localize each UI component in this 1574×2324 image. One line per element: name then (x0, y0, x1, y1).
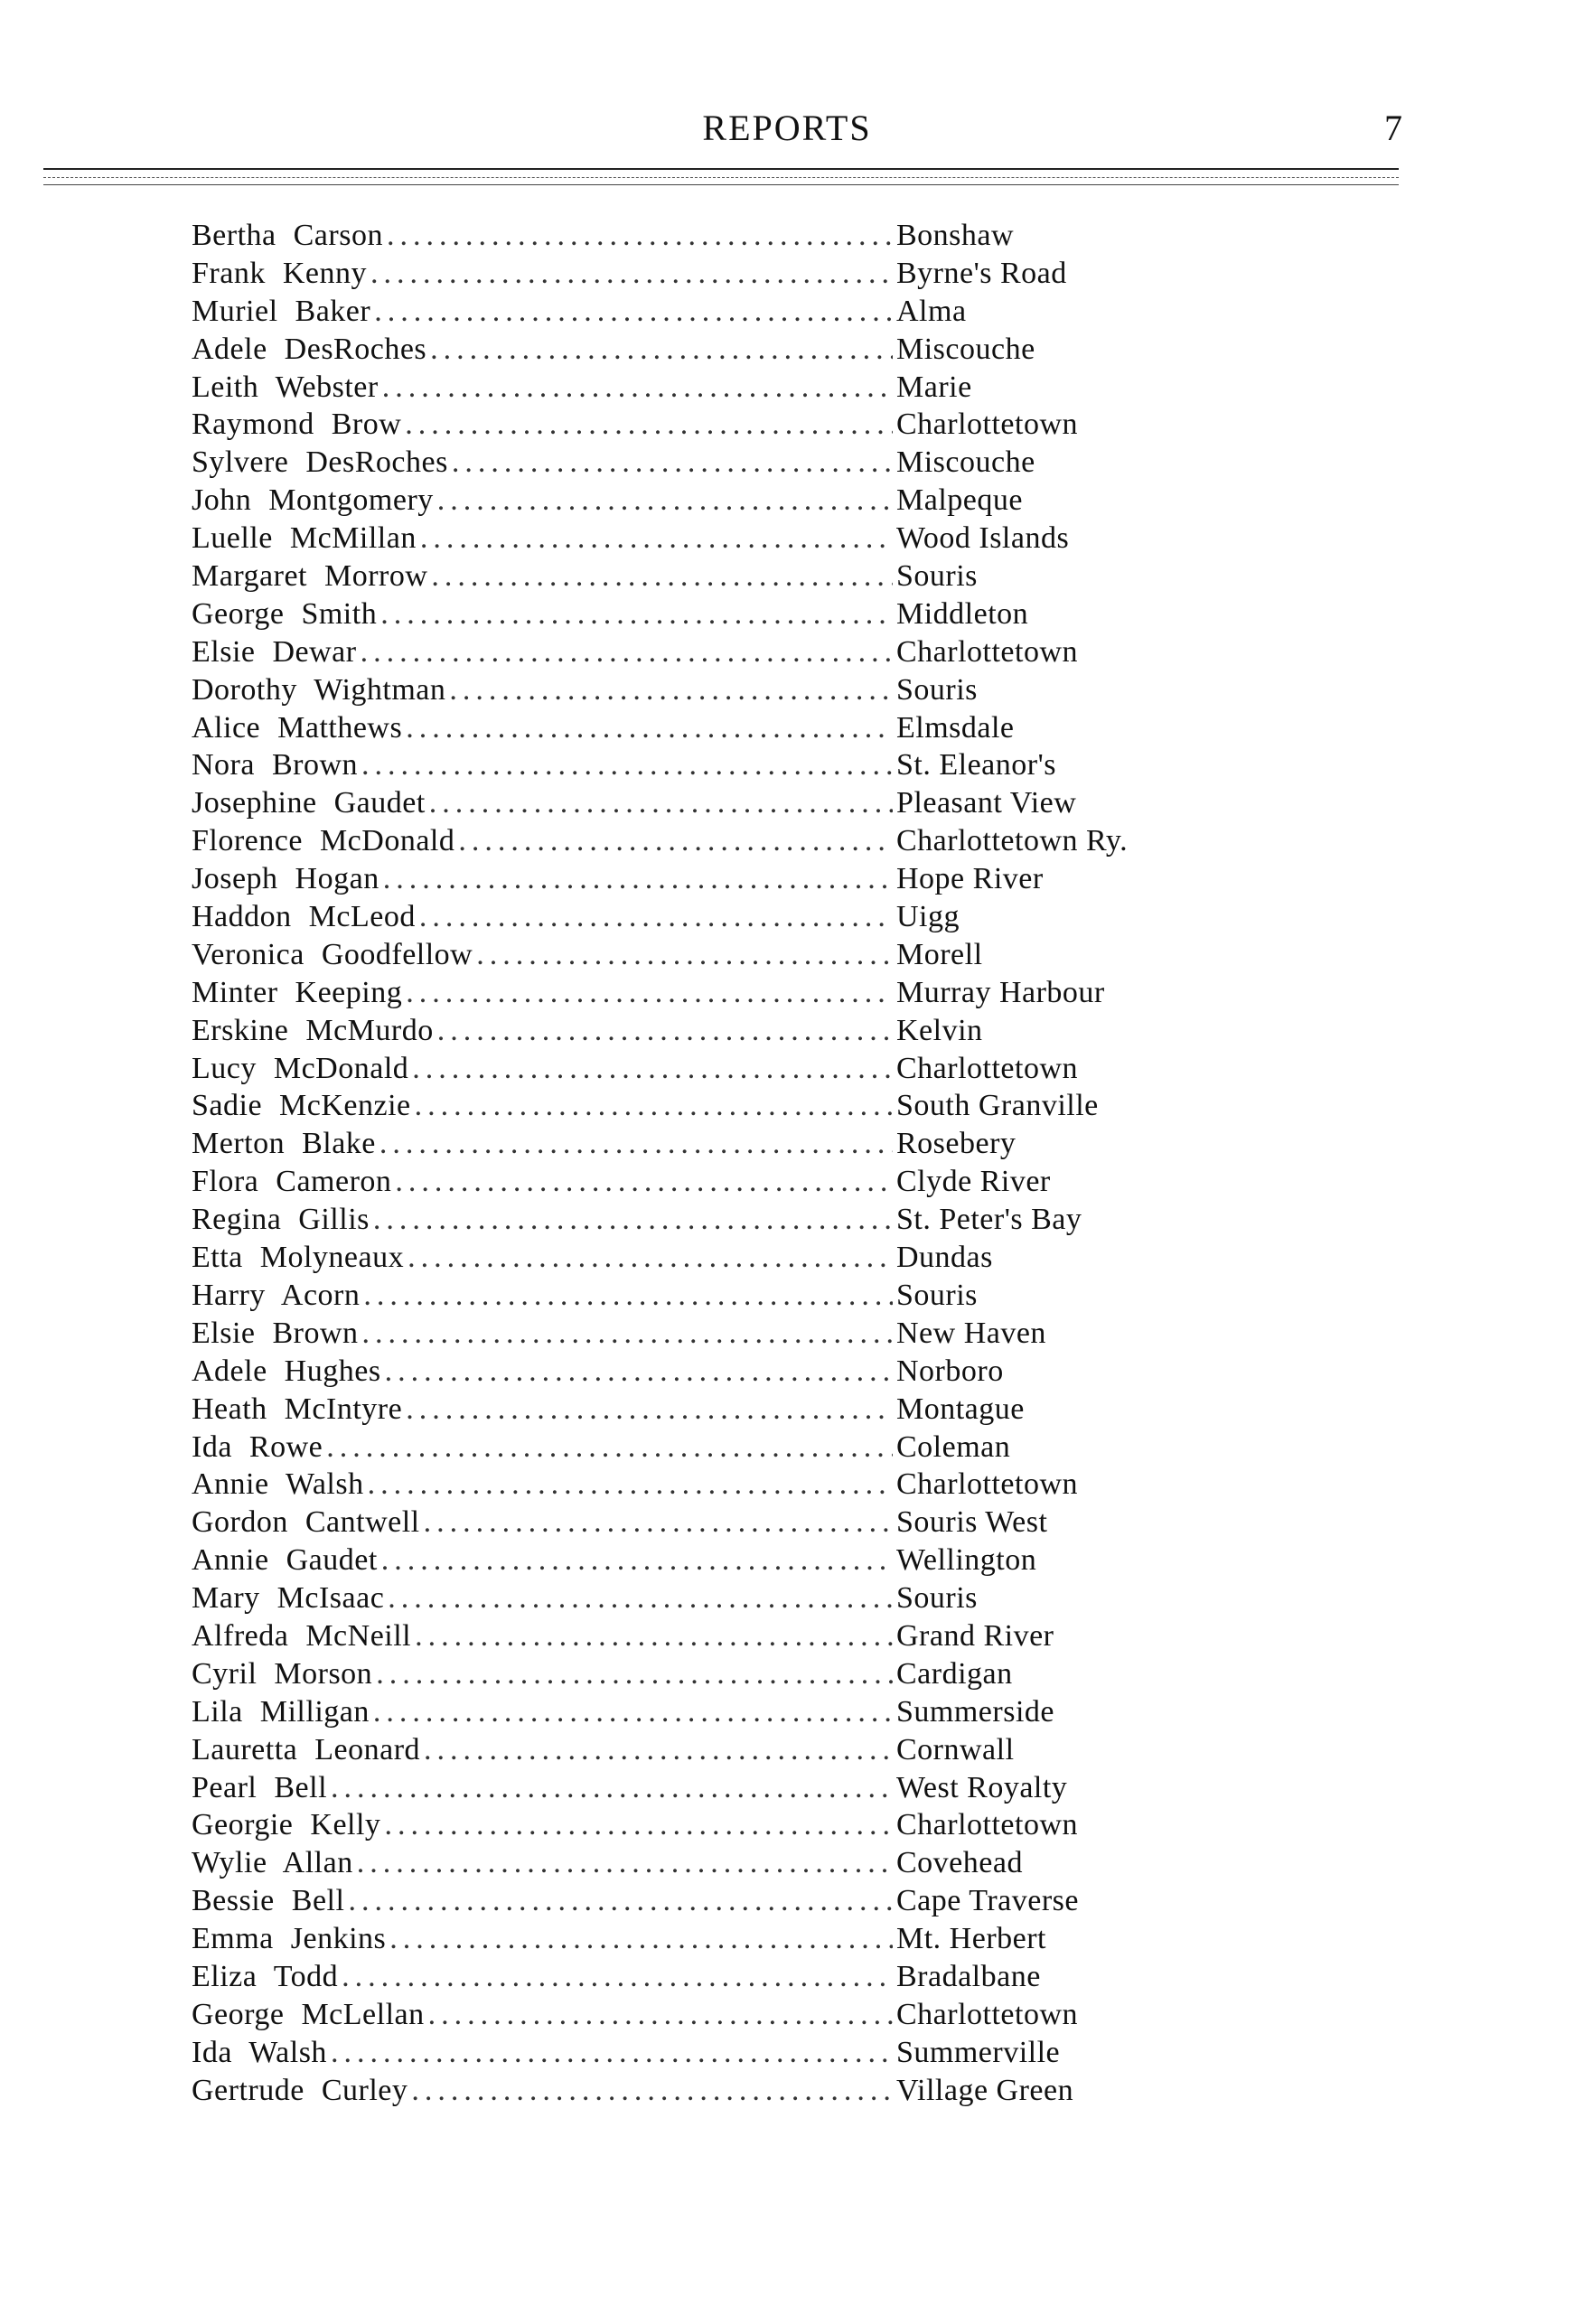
entry-place: Montague (896, 1392, 1025, 1426)
dot-leader (389, 1920, 893, 1958)
list-item (192, 2072, 1258, 2110)
entry-name: Minter Keeping (192, 975, 403, 1009)
entry-place: Grand River (896, 1618, 1054, 1653)
entry-place: St. Peter's Bay (896, 1203, 1082, 1237)
entry-name: John Montgomery (192, 483, 434, 518)
dot-leader (374, 293, 893, 331)
entry-name: Nora Brown (192, 748, 359, 782)
list-item (192, 1579, 1258, 1617)
dot-leader (437, 1012, 893, 1050)
entry-name: Mary McIsaac (192, 1581, 385, 1616)
dot-leader (331, 2034, 893, 2072)
entry-name: Bertha Carson (192, 219, 383, 252)
entry-place: Marie (896, 370, 972, 404)
dot-leader (437, 482, 893, 520)
entry-place: Hope River (896, 862, 1044, 896)
entry-name: Wylie Allan (192, 1846, 353, 1880)
entry-name: Harry Acorn (192, 1278, 361, 1312)
entry-name: Joseph Hogan (192, 862, 379, 896)
entry-place: Souris (896, 1581, 978, 1616)
dot-leader (405, 406, 893, 444)
entry-place: Miscouche (896, 445, 1035, 480)
entry-name: Etta Molyneaux (192, 1241, 405, 1275)
list-item (192, 520, 1258, 558)
entry-name: Leith Webster (192, 370, 379, 404)
entry-place: Charlottetown Ry. (896, 824, 1129, 858)
dot-leader (385, 1353, 893, 1391)
entry-place: Miscouche (896, 332, 1035, 366)
list-item (192, 936, 1258, 974)
dot-leader (382, 369, 893, 407)
dot-leader (376, 1655, 893, 1693)
list-item (192, 860, 1258, 898)
entry-name: Ida Rowe (192, 1429, 323, 1464)
dot-leader (383, 860, 893, 898)
entry-place: Pleasant View (896, 786, 1077, 820)
dot-leader (326, 1429, 893, 1467)
entry-name: Georgie Kelly (192, 1808, 381, 1842)
dot-leader (424, 1731, 893, 1769)
entry-name: Muriel Baker (192, 294, 371, 328)
list-item (192, 2034, 1258, 2072)
entry-place: Charlottetown (896, 1808, 1079, 1842)
entry-name: Dorothy Wightman (192, 672, 446, 707)
entry-name: Annie Gaudet (192, 1543, 378, 1578)
entry-place: Murray Harbour (896, 975, 1105, 1009)
entry-place: Middleton (896, 596, 1029, 631)
list-item (192, 595, 1258, 633)
page-title: REPORTS (702, 108, 872, 148)
dot-leader (388, 1579, 893, 1617)
entry-place: Charlottetown (896, 408, 1079, 442)
entry-name: Elsie Dewar (192, 634, 357, 669)
list-item (192, 1882, 1258, 1920)
dot-leader (476, 936, 893, 974)
entry-place: Cornwall (896, 1732, 1015, 1766)
entry-place: Rosebery (896, 1127, 1017, 1161)
list-item (192, 1087, 1258, 1125)
list-item (192, 406, 1258, 444)
dot-leader (411, 2072, 893, 2110)
dot-leader (395, 1163, 893, 1201)
list-item (192, 482, 1258, 520)
running-head (0, 107, 1574, 161)
entry-name: Josephine Gaudet (192, 786, 426, 820)
entry-name: Luelle McMillan (192, 521, 417, 556)
entry-name: George McLellan (192, 1997, 425, 2031)
list-item (192, 1806, 1258, 1844)
entry-place: Coleman (896, 1429, 1011, 1464)
dot-leader (430, 331, 893, 369)
entry-place: South Granville (896, 1089, 1099, 1123)
dot-leader (415, 1087, 893, 1125)
entry-name: Haddon McLeod (192, 900, 416, 934)
entry-place: Mt. Herbert (896, 1922, 1047, 1956)
dot-leader (412, 1050, 893, 1088)
entry-name: Sylvere DesRoches (192, 445, 448, 480)
dot-leader (384, 1806, 893, 1844)
list-item (192, 1655, 1258, 1693)
entry-name: Alfreda McNeill (192, 1618, 412, 1653)
list-item (192, 1050, 1258, 1088)
list-item (192, 709, 1258, 747)
entry-name: Frank Kenny (192, 256, 367, 290)
dot-leader (408, 1239, 893, 1277)
entry-name: Veronica Goodfellow (192, 937, 473, 971)
entry-place: Dundas (896, 1241, 993, 1275)
entry-place: Souris West (896, 1505, 1048, 1540)
entry-name: Emma Jenkins (192, 1922, 387, 1956)
dot-leader (361, 633, 893, 671)
list-item (192, 1277, 1258, 1315)
list-item (192, 822, 1258, 860)
entry-place: Norboro (896, 1354, 1004, 1388)
entry-name: Adele Hughes (192, 1354, 381, 1388)
list-item (192, 1353, 1258, 1391)
dot-leader (363, 1277, 893, 1315)
list-item (192, 1315, 1258, 1353)
entry-name: Cyril Morson (192, 1656, 373, 1691)
entry-place: Morell (896, 937, 983, 971)
entry-place: Summerville (896, 2035, 1061, 2069)
entry-place: Charlottetown (896, 1997, 1079, 2031)
entry-name: Regina Gillis (192, 1203, 370, 1237)
list-item (192, 369, 1258, 407)
list-item (192, 1693, 1258, 1731)
dot-leader (452, 444, 893, 482)
list-item (192, 1012, 1258, 1050)
entry-place: West Royalty (896, 1770, 1068, 1804)
list-item (192, 633, 1258, 671)
entry-place: Wood Islands (896, 521, 1070, 556)
dot-leader (406, 709, 893, 747)
list-item (192, 444, 1258, 482)
entry-place: Kelvin (896, 1013, 983, 1047)
entry-place: Village Green (896, 2073, 1074, 2107)
dot-leader (381, 1542, 893, 1579)
list-item (192, 1239, 1258, 1277)
dot-leader (424, 1504, 893, 1542)
entry-name: Bessie Bell (192, 1884, 345, 1918)
entry-place: Byrne's Road (896, 256, 1067, 290)
dot-leader (331, 1769, 893, 1807)
dot-leader (379, 1125, 893, 1163)
list-item (192, 898, 1258, 936)
entry-place: Uigg (896, 900, 960, 934)
entry-name: Adele DesRoches (192, 332, 427, 366)
dot-leader (342, 1958, 893, 1996)
list-item (192, 1542, 1258, 1579)
list-item (192, 1958, 1258, 1996)
dot-leader (380, 595, 893, 633)
entry-name: Elsie Brown (192, 1316, 359, 1350)
list-item (192, 1466, 1258, 1504)
dot-leader (458, 822, 893, 860)
dot-leader (368, 1466, 893, 1504)
list-item (192, 1391, 1258, 1429)
dot-leader (357, 1844, 893, 1882)
dot-leader (348, 1882, 893, 1920)
dot-leader (428, 1996, 893, 2034)
dot-leader (370, 255, 893, 293)
dot-leader (373, 1693, 893, 1731)
entry-name: Lila Milligan (192, 1694, 370, 1729)
list-item (192, 746, 1258, 784)
list-item (192, 331, 1258, 369)
list-item (192, 1731, 1258, 1769)
list-item (192, 1617, 1258, 1655)
entry-place: Bradalbane (896, 1959, 1041, 1993)
entry-place: Covehead (896, 1846, 1023, 1880)
entry-name: Alice Matthews (192, 710, 403, 745)
list-item (192, 1429, 1258, 1467)
dot-leader (373, 1201, 893, 1239)
entry-name: Margaret Morrow (192, 559, 428, 594)
list-item (192, 784, 1258, 822)
entry-place: Souris (896, 559, 978, 594)
list-item (192, 671, 1258, 709)
list-item (192, 293, 1258, 331)
entry-name: Raymond Brow (192, 408, 402, 442)
entry-name: Ida Walsh (192, 2035, 327, 2069)
entry-name: Gordon Cantwell (192, 1505, 420, 1540)
dot-leader (387, 217, 893, 255)
list-item (192, 974, 1258, 1012)
entry-name: Annie Walsh (192, 1467, 364, 1502)
dot-leader (415, 1617, 893, 1655)
entry-place: Elmsdale (896, 710, 1015, 745)
entry-place: Souris (896, 1278, 978, 1312)
list-item (192, 1125, 1258, 1163)
entry-name: George Smith (192, 596, 378, 631)
dot-leader (431, 558, 893, 595)
entry-name: Merton Blake (192, 1127, 376, 1161)
entry-place: Souris (896, 672, 978, 707)
entry-place: Charlottetown (896, 1051, 1079, 1085)
list-item (192, 1504, 1258, 1542)
list-item (192, 1163, 1258, 1201)
entry-place: Cape Traverse (896, 1884, 1079, 1918)
entry-place: Charlottetown (896, 634, 1079, 669)
entry-place: Malpeque (896, 483, 1023, 518)
list-item (192, 1201, 1258, 1239)
entry-list (192, 217, 1258, 2110)
entry-place: Charlottetown (896, 1467, 1079, 1502)
list-item (192, 1844, 1258, 1882)
dot-leader (362, 1315, 893, 1353)
entry-name: Erskine McMurdo (192, 1013, 434, 1047)
page-number: 7 (1384, 108, 1402, 148)
entry-name: Heath McIntyre (192, 1392, 403, 1426)
entry-name: Gertrude Curley (192, 2073, 408, 2107)
entry-place: Wellington (896, 1543, 1037, 1578)
header-rule (43, 168, 1399, 170)
entry-place: Bonshaw (896, 219, 1015, 252)
dot-leader (406, 1391, 893, 1429)
entry-name: Flora Cameron (192, 1165, 392, 1199)
entry-place: Cardigan (896, 1656, 1013, 1691)
header-rule-lower (43, 184, 1399, 185)
entry-place: New Haven (896, 1316, 1046, 1350)
entry-name: Eliza Todd (192, 1959, 339, 1993)
list-item (192, 217, 1258, 255)
list-item (192, 558, 1258, 595)
entry-name: Sadie McKenzie (192, 1089, 411, 1123)
entry-place: Summerside (896, 1694, 1054, 1729)
list-item (192, 1920, 1258, 1958)
entry-name: Lauretta Leonard (192, 1732, 421, 1766)
dot-leader (449, 671, 893, 709)
list-item (192, 1769, 1258, 1807)
dot-leader (419, 898, 893, 936)
entry-place: St. Eleanor's (896, 748, 1056, 782)
entry-place: Clyde River (896, 1165, 1051, 1199)
header-rule-dashed (43, 177, 1399, 178)
dot-leader (406, 974, 893, 1012)
dot-leader (361, 746, 893, 784)
entry-place: Alma (896, 294, 967, 328)
dot-leader (429, 784, 893, 822)
list-item (192, 1996, 1258, 2034)
entry-name: Florence McDonald (192, 824, 455, 858)
list-item (192, 255, 1258, 293)
dot-leader (420, 520, 893, 558)
entry-name: Pearl Bell (192, 1770, 328, 1804)
entry-name: Lucy McDonald (192, 1051, 409, 1085)
